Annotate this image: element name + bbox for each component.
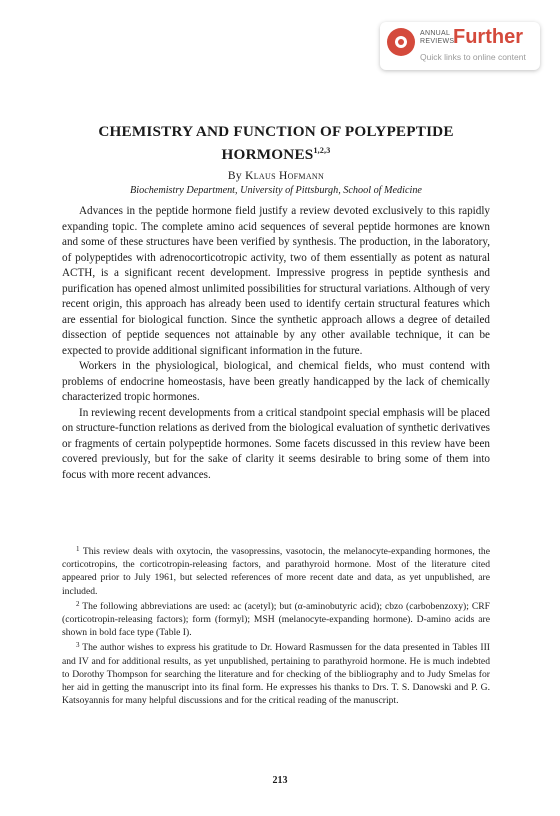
byline-by: By xyxy=(227,170,246,183)
title-line-1: CHEMISTRY AND FUNCTION OF POLYPEPTIDE xyxy=(98,123,454,140)
footnote-number: 1 xyxy=(76,545,80,553)
title-line-2: HORMONES xyxy=(221,146,314,164)
article-content xyxy=(62,122,490,483)
footnote xyxy=(62,598,490,640)
further-badge[interactable] xyxy=(380,22,540,70)
badge-sub-text: Quick links to online content xyxy=(420,52,526,62)
footnote-number: 2 xyxy=(76,599,80,608)
badge-big-text: Further xyxy=(453,26,523,48)
footnote xyxy=(62,639,490,707)
footnote-text: The following abbreviations are used: ac (acetyl); but (α-aminobutyric acid); cbzo (carbobenzoxy); CRF (corticotropin-releasing factors); form (formyl); MSH (melanocyte-expanding hormone). D-amino acids are shown in bold face type (Table I). xyxy=(62,600,490,639)
annual-reviews-logo-icon xyxy=(387,28,415,56)
footnotes xyxy=(62,543,490,707)
affiliation: Biochemistry Department, University of Pittsburgh, School of Medicine xyxy=(130,185,422,197)
page-number: 213 xyxy=(272,775,288,786)
footnote-text: The author wishes to express his gratitude to Dr. Howard Rasmussen for the data presented in Tables III and IV and for additional results, as yet unpublished, pertaining to parathyroid hormone. He is much indebted to Dorothy Thompson for searching the literature and for checking of the bibliography and to Judy Smelas for her aid in getting the manuscript into its final form. He expresses his thanks to Drs. T. S. Danowski and P. G. Katsoyannis for many helpful discussions and for the critical reading of the manuscript. xyxy=(62,642,490,707)
paragraph: Advances in the peptide hormone field justify a review devoted exclusively to this rapidly expanding topic. The complete amino acid sequences of several peptide hormones are known and some of these structures have been verified by synthesis. The production, in the laboratory, of polypeptides with adrenocorticotropic activity, two of them essentially as potent as natural ACTH, is a significant recent development. Impressive progress in peptide synthesis and purification has opened almost unlimited possibilities for structural variations. Although of very recent origin, this approach has already been used to identify certain structural features which are essential for biological function. Since the synthetic approach allows a degree of detailed dissection of peptide sequences not attainable by any other available technique, it can be expected to provide additional significant information in the future. xyxy=(62,205,490,357)
paragraph: In reviewing recent developments from a critical standpoint special emphasis will be placed on structure-function relations as derived from the biological evaluation of synthetic derivatives or fragments of certain polypeptide hormones. Some facets discussed in this review have been covered previously, but for the sake of clarity it seems desirable to bring some of them into focus with more recent advances. xyxy=(62,406,490,481)
body-text xyxy=(62,204,490,483)
footnote xyxy=(62,543,490,598)
author-name: Klaus Hofmann xyxy=(245,170,325,183)
footnote-text: This review deals with oxytocin, the vasopressins, vasotocin, the melanocyte-expanding hormones, the corticotropins, the corticotropin-releasing factors, and parathyroid hormone. Most of the literature cited appeared prior to July 1961, but selected references of more recent date and data, as yet unpublished, are included. xyxy=(62,546,490,597)
footnote-number: 3 xyxy=(76,641,80,650)
title-footnote-marks: 1,2,3 xyxy=(313,146,331,155)
badge-small-text: ANNUAL REVIEWS xyxy=(420,30,455,45)
paragraph: Workers in the physiological, biological, and chemical fields, who must contend with problems of endocrine homeostasis, have been greatly handicapped by the lack of chemically characterized tropic hormones. xyxy=(62,360,490,404)
byline xyxy=(62,170,490,182)
article-title xyxy=(62,122,490,164)
